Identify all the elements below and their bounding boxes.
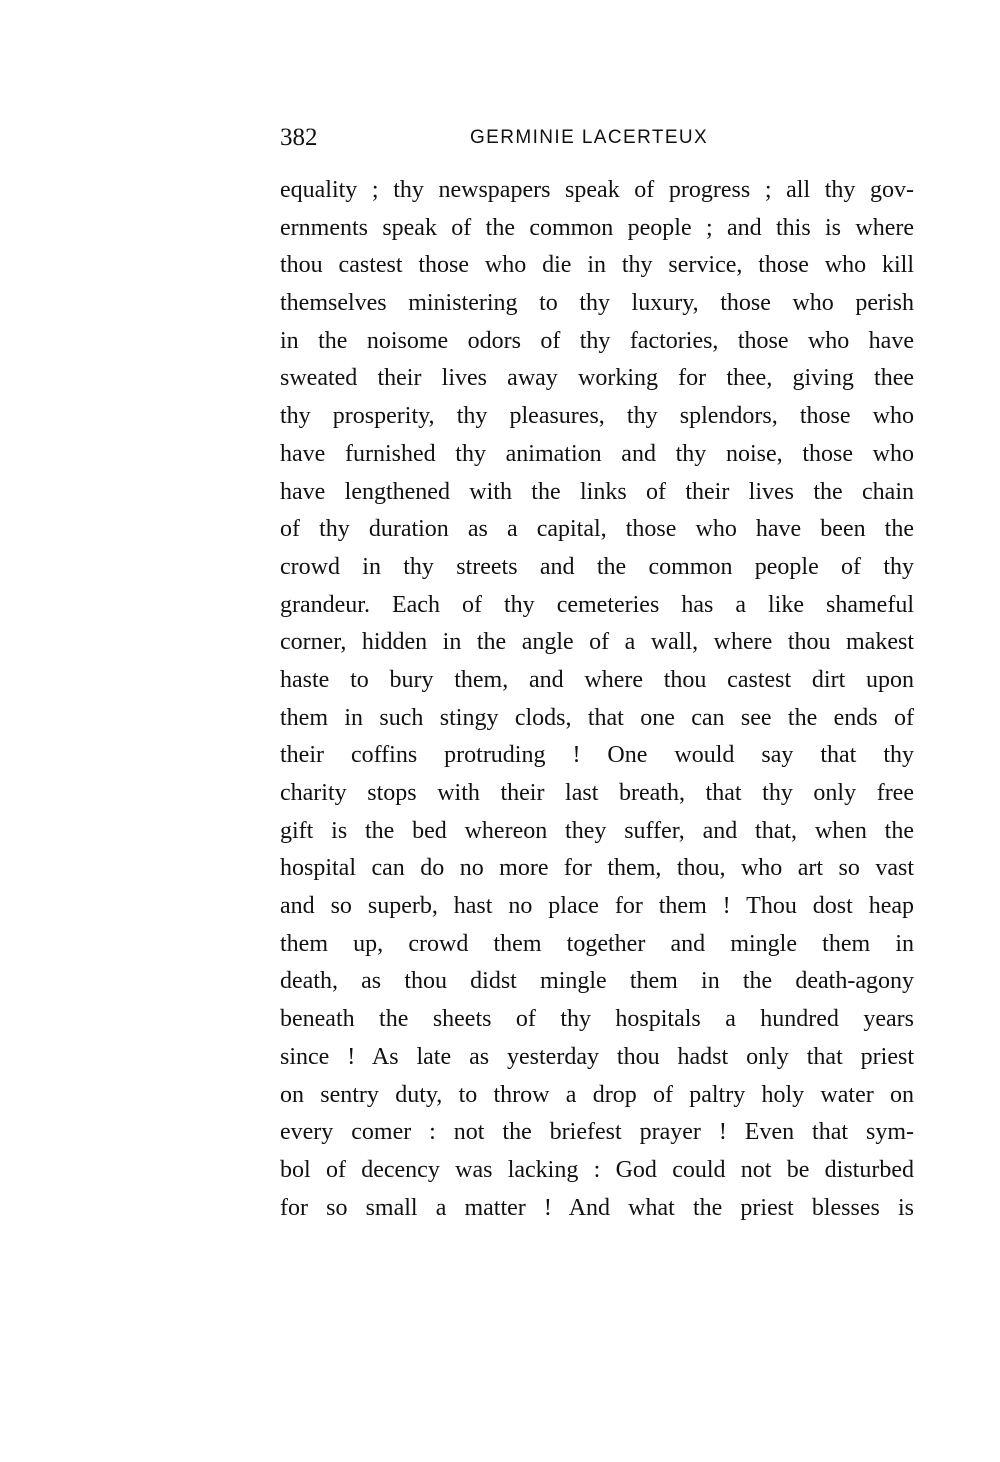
text-line: on sentry duty, to throw a drop of paltry holy water on [280, 1081, 914, 1108]
text-line: beneath the sheets of thy hospitals a hundred years [280, 1006, 914, 1033]
text-line: hospital can do no more for them, thou, who art so vast [280, 855, 914, 882]
running-title: GERMINIE LACERTEUX [470, 127, 709, 148]
text-line: corner, hidden in the angle of a wall, where thou makest [280, 629, 914, 656]
text-line: charity stops with their last breath, that thy only free [280, 780, 914, 806]
text-line: equality ; thy newspapers speak of progress ; all thy gov- [280, 177, 914, 203]
text-line: haste to bury them, and where thou castest dirt upon [280, 666, 914, 693]
text-line: in the noisome odors of thy factories, those who have [280, 327, 914, 354]
text-line: for so small a matter ! And what the priest blesses is [280, 1194, 914, 1221]
text-line: them up, crowd them together and mingle them in [280, 930, 914, 957]
text-line: thy prosperity, thy pleasures, thy splendors, those who [280, 403, 914, 430]
running-head [280, 120, 914, 156]
text-line: sweated their lives away working for thee, giving thee [280, 365, 914, 392]
text-line: ernments speak of the common people ; and this is where [280, 214, 914, 241]
page-number: 382 [280, 124, 318, 151]
text-line: crowd in thy streets and the common people of thy [280, 553, 914, 580]
text-line: thou castest those who die in thy service, those who kill [280, 252, 914, 279]
text-line: grandeur. Each of thy cemeteries has a like shameful [280, 591, 914, 618]
text-line: of thy duration as a capital, those who have been the [280, 516, 914, 543]
text-line: their coffins protruding ! One would say that thy [280, 742, 914, 769]
text-line: gift is the bed whereon they suffer, and that, when the [280, 817, 914, 844]
text-line: have furnished thy animation and thy noise, those who [280, 440, 914, 467]
text-line: have lengthened with the links of their lives the chain [280, 478, 914, 505]
text-line: death, as thou didst mingle them in the death-agony [280, 968, 914, 995]
text-line: them in such stingy clods, that one can see the ends of [280, 704, 914, 731]
body-text [280, 172, 914, 1227]
text-line: every comer : not the briefest prayer ! Even that sym- [280, 1119, 914, 1146]
text-line: bol of decency was lacking : God could not be disturbed [280, 1156, 914, 1183]
text-line: themselves ministering to thy luxury, those who perish [280, 290, 914, 317]
text-line: since ! As late as yesterday thou hadst only that priest [280, 1043, 914, 1070]
text-line: and so superb, hast no place for them ! Thou dost heap [280, 893, 914, 920]
